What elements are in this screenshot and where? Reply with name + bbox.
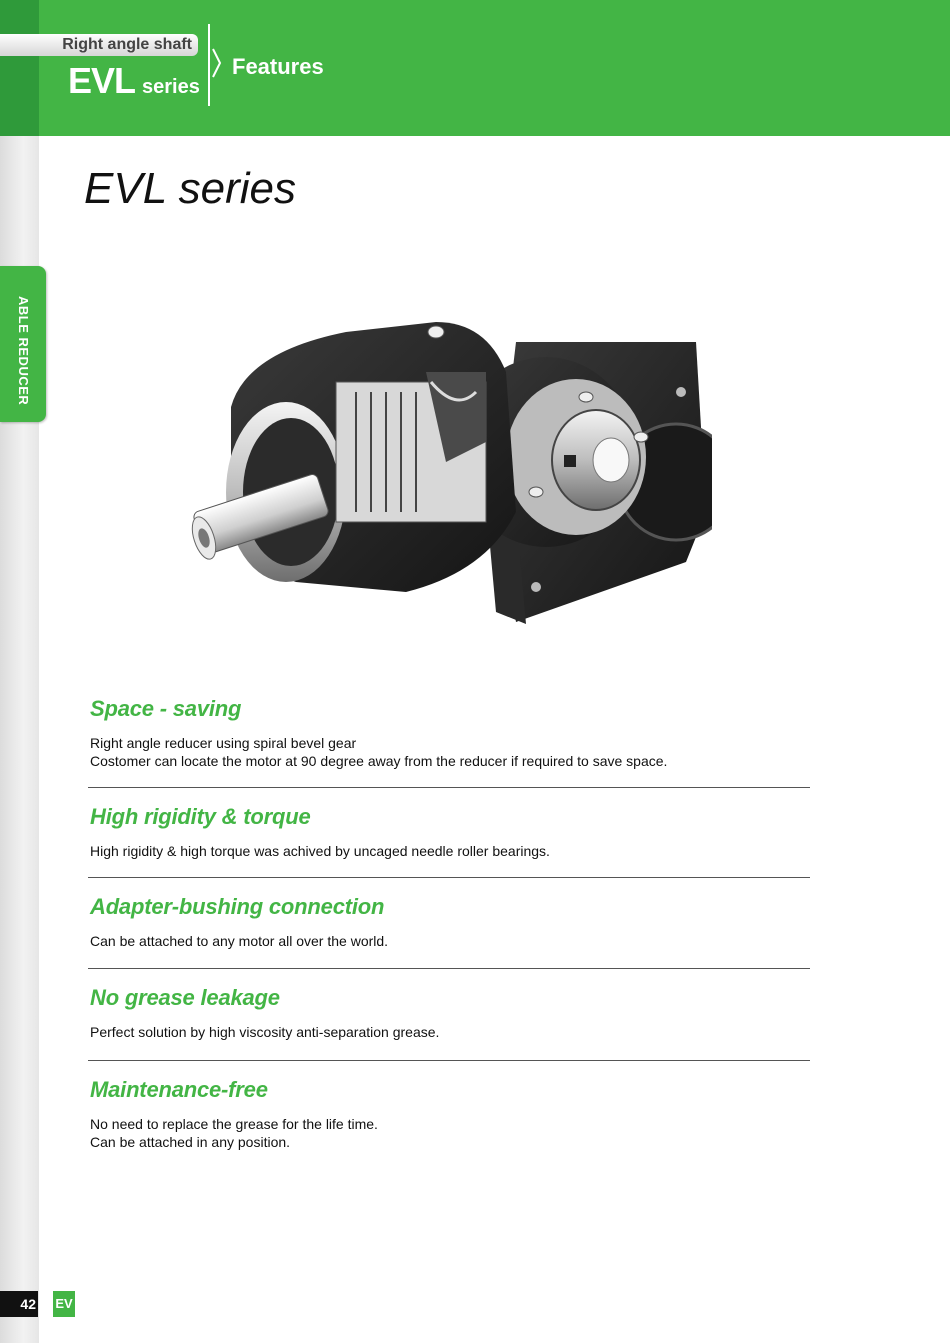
feature-maintenance-free bbox=[90, 1077, 810, 1151]
feature-desc-line: Perfect solution by high viscosity anti-separation grease. bbox=[90, 1024, 440, 1040]
feature-title: Space - saving bbox=[90, 696, 242, 721]
feature-desc-line: Can be attached in any position. bbox=[90, 1134, 291, 1150]
feature-title: Maintenance-free bbox=[90, 1077, 268, 1102]
category-label: Right angle shaft bbox=[62, 36, 192, 53]
series-word: series bbox=[142, 76, 200, 98]
left-margin-strip bbox=[0, 0, 39, 1343]
feature-desc-line: Can be attached to any motor all over the world. bbox=[90, 933, 389, 949]
header-divider bbox=[208, 24, 210, 106]
feature-divider bbox=[88, 1060, 810, 1061]
feature-title: High rigidity & torque bbox=[90, 804, 311, 829]
feature-desc-line: Costomer can locate the motor at 90 degree away from the reducer if required to save space. bbox=[90, 753, 668, 769]
feature-space-saving bbox=[90, 696, 810, 770]
section-title: Features bbox=[232, 54, 324, 79]
feature-title: No grease leakage bbox=[90, 985, 280, 1010]
feature-divider bbox=[88, 787, 810, 788]
chevron-right-icon bbox=[212, 48, 222, 78]
feature-title: Adapter-bushing connection bbox=[90, 894, 385, 919]
page-number: 42 bbox=[0, 1291, 38, 1317]
reducer-cutaway-illustration bbox=[186, 312, 712, 630]
side-tab-label: ABLE REDUCER bbox=[16, 296, 31, 406]
feature-desc-line: High rigidity & high torque was achived by uncaged needle roller bearings. bbox=[90, 843, 550, 859]
feature-adapter-bushing bbox=[90, 894, 810, 950]
feature-rigidity-torque bbox=[90, 804, 810, 860]
feature-desc-line: No need to replace the grease for the life time. bbox=[90, 1116, 378, 1132]
feature-divider bbox=[88, 877, 810, 878]
page-tag: EV bbox=[53, 1291, 75, 1317]
feature-divider bbox=[88, 968, 810, 969]
feature-desc-line: Right angle reducer using spiral bevel gear bbox=[90, 735, 357, 751]
page-header bbox=[0, 0, 950, 136]
feature-no-grease-leakage bbox=[90, 985, 810, 1041]
series-code: EVL bbox=[68, 60, 136, 101]
page-title: EVL series bbox=[84, 164, 296, 213]
header-left-band bbox=[0, 0, 39, 136]
